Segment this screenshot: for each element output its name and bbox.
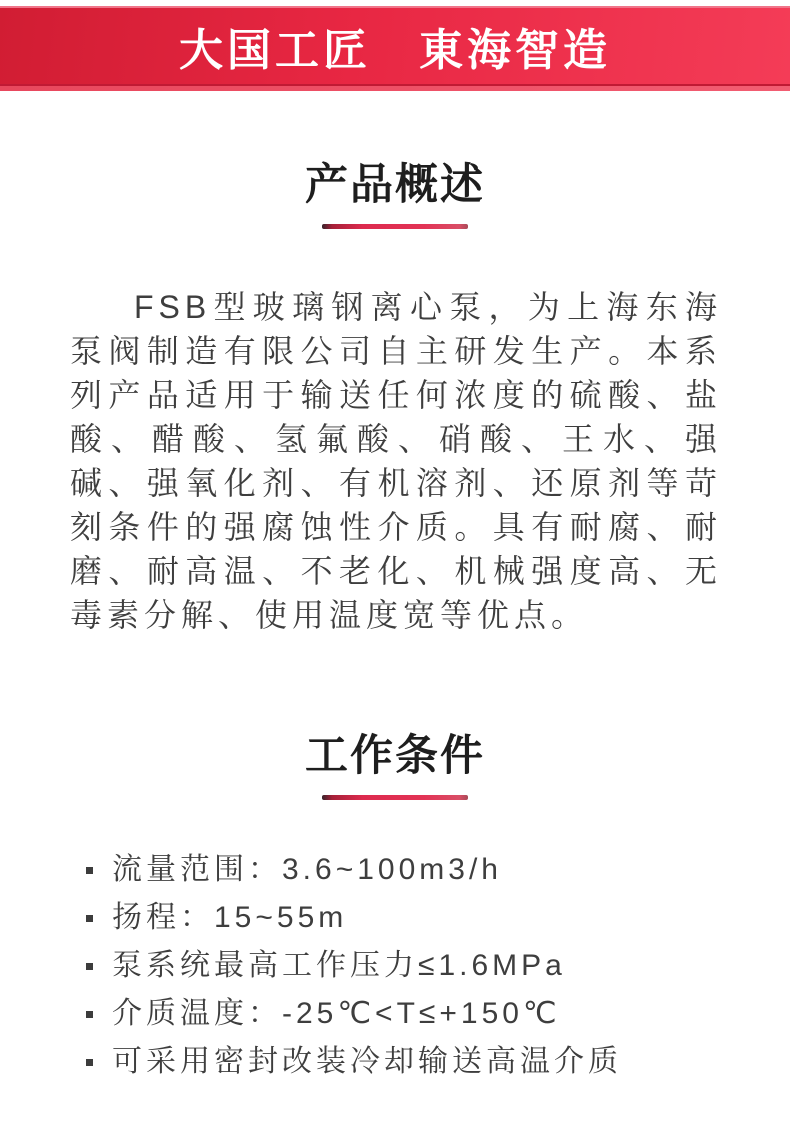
list-item	[84, 846, 730, 894]
list-item	[84, 1038, 730, 1086]
bullet-icon	[86, 963, 93, 970]
list-item	[84, 894, 730, 942]
bullet-icon	[86, 1011, 93, 1018]
overview-title-underline	[322, 224, 468, 229]
product-detail-page	[0, 6, 790, 1121]
overview-paragraph: FSB型玻璃钢离心泵，为上海东海泵阀制造有限公司自主研发生产。本系列产品适用于输送任何浓度的硫酸、盐酸、醋酸、氢氟酸、硝酸、王水、强碱、强氧化剂、有机溶剂、还原剂等苛刻条件的强腐蚀性介质。具有耐腐、耐磨、耐高温、不老化、机械强度高、无毒素分解、使用温度宽等优点。	[70, 289, 722, 633]
header-banner	[0, 6, 790, 86]
section-working-conditions	[0, 731, 790, 1086]
list-item-text: 介质温度：-25℃<T≤+150℃	[112, 997, 561, 1030]
list-item	[84, 942, 730, 990]
section-title-overview: 产品概述	[305, 161, 485, 209]
banner-title: 大国工匠 東海智造	[179, 26, 611, 75]
section-overview	[0, 160, 790, 637]
list-item-text: 扬程：15~55m	[112, 901, 348, 934]
conditions-title-underline	[322, 795, 468, 800]
bullet-icon	[86, 1059, 93, 1066]
list-item-text: 流量范围：3.6~100m3/h	[112, 853, 502, 886]
bullet-icon	[86, 915, 93, 922]
banner-bottom-strip	[0, 86, 790, 91]
list-item-text: 可采用密封改装冷却输送高温介质	[112, 1045, 622, 1078]
bullet-icon	[86, 867, 93, 874]
list-item-text: 泵系统最高工作压力≤1.6MPa	[112, 949, 566, 982]
section-title-conditions: 工作条件	[305, 732, 485, 780]
conditions-list	[84, 846, 730, 1086]
list-item	[84, 990, 730, 1038]
